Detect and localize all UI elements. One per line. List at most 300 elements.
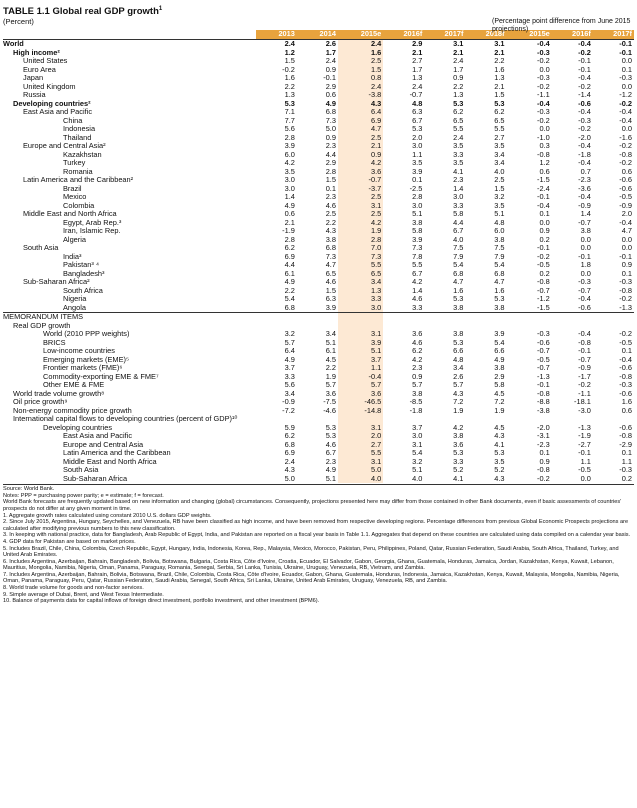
cell-value: 5.8	[494, 381, 505, 390]
cell-value: -0.3	[537, 74, 550, 83]
cell-value: 4.2	[412, 278, 423, 287]
cell-value: 6.9	[284, 449, 295, 458]
cell-value: -1.0	[537, 133, 550, 142]
cell-value: 3.9	[412, 235, 423, 244]
row-label: Sub-Saharan Africa²	[23, 278, 90, 287]
table-row	[3, 304, 634, 313]
cell-value: 3.6	[412, 330, 423, 339]
cell-value: 3.6	[338, 390, 383, 399]
cell-value: 4.1	[453, 167, 464, 176]
cell-value: 4.2	[284, 159, 295, 168]
cell-value: 3.4	[284, 389, 295, 398]
gdp-table-page	[3, 4, 634, 605]
cell-value: 4.4	[453, 218, 464, 227]
cell-value: 3.5	[453, 142, 464, 151]
cell-value: 7.2	[494, 398, 505, 407]
cell-value: -3.0	[578, 406, 591, 415]
cell-value: 1.5	[325, 286, 336, 295]
cell-value: -0.7	[537, 364, 550, 373]
cell-value: 4.9	[325, 99, 336, 108]
cell-value: 0.9	[539, 457, 550, 466]
cell-value: 0.0	[580, 235, 591, 244]
cell-value: 3.2	[412, 457, 423, 466]
note-line: 8. World trade volume for goods and non-factor services.	[3, 585, 144, 592]
cell-value: 6.2	[284, 432, 295, 441]
table-row	[3, 117, 634, 126]
cell-value: 6.8	[284, 440, 295, 449]
table-row	[3, 415, 634, 424]
cell-value: -0.4	[619, 108, 632, 117]
cell-value: 4.0	[453, 235, 464, 244]
cell-value: 3.8	[494, 235, 505, 244]
table-row	[3, 432, 634, 441]
cell-value: -3.6	[578, 184, 591, 193]
cell-value: 2.3	[325, 457, 336, 466]
table-row	[3, 74, 634, 83]
cell-value: -1.6	[619, 133, 632, 142]
cell-value: -0.1	[537, 244, 550, 253]
cell-value: 6.7	[325, 449, 336, 458]
row-label: Real GDP growth	[13, 321, 71, 330]
cell-value: -0.2	[619, 99, 632, 108]
cell-value: 0.1	[412, 176, 423, 185]
cell-value: 4.2	[338, 159, 383, 168]
cell-value: -0.4	[578, 74, 591, 83]
cell-value: 5.2	[453, 466, 464, 475]
cell-value: -0.5	[619, 193, 632, 202]
cell-value: 5.6	[284, 125, 295, 134]
cell-value: 5.1	[412, 210, 423, 219]
cell-value: 5.5	[338, 449, 383, 458]
cell-value: 3.6	[338, 168, 383, 177]
note-line: 3. In keeping with national practice, data for Bangladesh, Arab Republic of Egypt, India, and Pakistan are reported on a fiscal year basis in Table 1.1. Aggregates that depend on these countries are calculated using data compiled on a calendar year basis.	[3, 532, 631, 539]
cell-value: 3.3	[338, 295, 383, 304]
table-row	[3, 330, 634, 339]
cell-value: -0.5	[619, 338, 632, 347]
cell-value	[383, 415, 424, 424]
cell-value: 3.0	[284, 176, 295, 185]
cell-value: 2.4	[453, 57, 464, 66]
cell-value: 4.3	[325, 227, 336, 236]
cell-value: 0.6	[284, 210, 295, 219]
cell-value: 3.5	[453, 159, 464, 168]
cell-value: 2.3	[453, 176, 464, 185]
row-label: Algeria	[63, 235, 87, 244]
cell-value: 5.4	[412, 449, 423, 458]
cell-value: 1.7	[453, 65, 464, 74]
note-line: 4. GDP data for Pakistan are based on market prices.	[3, 538, 136, 545]
cell-value: -3.1	[537, 432, 550, 441]
cell-value: -1.8	[578, 150, 591, 159]
cell-value: -2.0	[537, 423, 550, 432]
cell-value: 4.3	[494, 432, 505, 441]
cell-value	[552, 322, 593, 331]
cell-value: 2.8	[325, 167, 336, 176]
cell-value: 0.0	[621, 125, 632, 134]
cell-value: 7.9	[453, 252, 464, 261]
note-line: Source: World Bank.	[3, 486, 55, 493]
cell-value: 0.7	[580, 167, 591, 176]
cell-value: -18.1	[574, 398, 591, 407]
table-row	[3, 125, 634, 134]
cell-value: 3.1	[338, 202, 383, 211]
cell-value: 0.1	[621, 269, 632, 278]
cell-value: 3.6	[325, 389, 336, 398]
table-row	[3, 407, 634, 416]
cell-value: -0.4	[578, 108, 591, 117]
cell-value: -0.8	[619, 150, 632, 159]
cell-value: 6.9	[284, 252, 295, 261]
cell-value: -1.3	[619, 303, 632, 312]
cell-value: -0.5	[578, 466, 591, 475]
cell-value: -0.4	[507, 40, 552, 49]
note-line: 10. Balance of payments data for capital inflows of foreign direct investment, portfolio investment, and other investment (BPM6).	[3, 598, 320, 605]
cell-value: 0.9	[325, 65, 336, 74]
cell-value: 0.1	[621, 449, 632, 458]
cell-value: 4.0	[494, 167, 505, 176]
cell-value: 2.9	[325, 159, 336, 168]
cell-value: 6.7	[453, 227, 464, 236]
cell-value: 2.1	[494, 82, 505, 91]
row-label: United Kingdom	[23, 82, 76, 91]
cell-value: 3.1	[338, 330, 383, 339]
cell-value	[552, 415, 593, 424]
cell-value: 7.7	[284, 116, 295, 125]
cell-value: -0.6	[619, 423, 632, 432]
cell-value: -0.4	[537, 99, 550, 108]
cell-value: 5.1	[338, 347, 383, 356]
cell-value: -1.8	[409, 406, 423, 415]
cell-value: 5.3	[325, 423, 336, 432]
cell-value: 3.9	[412, 167, 423, 176]
cell-value: 5.8	[412, 227, 423, 236]
row-label: World trade volume growth⁸	[13, 389, 105, 398]
cell-value: -2.3	[537, 440, 550, 449]
cell-value: 5.9	[284, 423, 295, 432]
cell-value: 6.8	[494, 269, 505, 278]
table-row	[3, 57, 634, 66]
row-label: High income²	[13, 48, 60, 57]
table-row	[3, 142, 634, 151]
cell-value: 5.5	[338, 261, 383, 270]
cell-value: 2.4	[325, 57, 336, 66]
cell-value: 4.5	[325, 355, 336, 364]
cell-value: 0.0	[621, 235, 632, 244]
row-label: Developing countries²	[13, 99, 91, 108]
cell-value: 1.5	[338, 66, 383, 75]
row-label: China	[63, 116, 83, 125]
table-row	[3, 202, 634, 211]
cell-value: 2.2	[284, 286, 295, 295]
row-label: Nigeria	[63, 295, 87, 304]
table-row	[3, 458, 634, 467]
table-row	[3, 347, 634, 356]
table-row	[3, 244, 634, 253]
cell-value: -0.7	[338, 176, 383, 185]
cell-value: 3.3	[453, 457, 464, 466]
cell-value: -0.2	[282, 65, 295, 74]
cell-value: 4.3	[494, 474, 505, 483]
cell-value: 6.8	[453, 269, 464, 278]
cell-value: 3.9	[284, 142, 295, 151]
cell-value: -1.7	[578, 372, 591, 381]
cell-value: -0.3	[578, 278, 591, 287]
cell-value: -0.4	[578, 193, 591, 202]
row-label: Pakistan³ ⁴	[63, 261, 100, 270]
table-row	[3, 49, 634, 58]
cell-value: 5.0	[338, 466, 383, 475]
cell-value: -0.8	[578, 338, 591, 347]
row-label: Japan	[23, 74, 44, 83]
table-row	[3, 236, 634, 245]
row-label: Bangladesh³	[63, 269, 105, 278]
table-row	[3, 295, 634, 304]
table-row	[3, 270, 634, 279]
table-row	[3, 356, 634, 365]
cell-value: 5.8	[453, 210, 464, 219]
cell-value: -0.4	[537, 201, 550, 210]
cell-value: -0.2	[578, 381, 591, 390]
cell-value: 1.2	[539, 159, 550, 168]
cell-value: 2.3	[325, 142, 336, 151]
cell-value: -0.3	[619, 466, 632, 475]
table-row	[3, 364, 634, 373]
cell-value: 7.9	[494, 252, 505, 261]
cell-value: -0.6	[619, 389, 632, 398]
cell-value: 5.7	[453, 381, 464, 390]
cell-value: -1.1	[578, 389, 591, 398]
cell-value: 5.7	[284, 338, 295, 347]
col-header: 2016f	[552, 30, 593, 40]
cell-value: 4.7	[338, 125, 383, 134]
row-label: East Asia and Pacific	[63, 432, 133, 441]
cell-value: 4.1	[453, 474, 464, 483]
cell-value: 2.2	[284, 82, 295, 91]
cell-value: -0.2	[619, 159, 632, 168]
cell-value: 7.0	[338, 244, 383, 253]
cell-value: -0.7	[537, 286, 550, 295]
cell-value: 4.5	[494, 423, 505, 432]
cell-value: 6.7	[412, 269, 423, 278]
cell-value: 6.2	[284, 244, 295, 253]
cell-value: 5.1	[494, 210, 505, 219]
row-label: Commodity-exporting EME & FME⁷	[43, 372, 159, 381]
table-row	[3, 475, 634, 484]
cell-value: -0.3	[619, 74, 632, 83]
cell-value: 6.8	[284, 303, 295, 312]
cell-value: 0.9	[412, 372, 423, 381]
row-label: Brazil	[63, 184, 82, 193]
cell-value: 6.2	[494, 108, 505, 117]
cell-value: 0.0	[539, 218, 550, 227]
cell-value: 2.5	[338, 57, 383, 66]
row-label: Iran, Islamic Rep.	[63, 227, 121, 236]
cell-value: -0.6	[619, 184, 632, 193]
cell-value: -0.7	[578, 218, 591, 227]
cell-value: -0.4	[619, 116, 632, 125]
cell-value: 2.6	[297, 40, 338, 49]
table-row	[3, 278, 634, 287]
cell-value: 4.7	[621, 227, 632, 236]
cell-value: 0.0	[621, 82, 632, 91]
cell-value: -0.2	[619, 330, 632, 339]
cell-value: 5.4	[494, 338, 505, 347]
cell-value: 4.8	[453, 355, 464, 364]
percentage-point-note: (Percentage point difference from June 2015 projections)	[492, 18, 631, 33]
cell-value: 1.5	[494, 184, 505, 193]
cell-value: 0.9	[539, 227, 550, 236]
cell-value: -0.4	[578, 142, 591, 151]
cell-value: 3.0	[412, 142, 423, 151]
cell-value: -3.8	[537, 406, 550, 415]
cell-value: 3.8	[453, 303, 464, 312]
cell-value: 1.9	[338, 227, 383, 236]
cell-value: -0.1	[537, 193, 550, 202]
cell-value: 1.6	[284, 74, 295, 83]
cell-value: 0.0	[539, 65, 550, 74]
cell-value: -0.8	[537, 150, 550, 159]
cell-value: -0.1	[578, 65, 591, 74]
cell-value: 7.1	[284, 108, 295, 117]
cell-value	[424, 322, 465, 331]
cell-value: 6.4	[338, 108, 383, 117]
table-row	[3, 176, 634, 185]
cell-value: 6.0	[494, 227, 505, 236]
cell-value: 3.7	[284, 364, 295, 373]
cell-value: -0.9	[282, 398, 295, 407]
col-header: 2016f	[383, 30, 424, 40]
note-line: 6. Includes Argentina, Azerbaijan, Bahrain, Bangladesh, Bolivia, Botswana, Bulgaria, Costa Rica, Côte d'Ivoire, Croatia, Ecuador, El Salvador, Gabon, Georgia, Ghana, Guatemala, Honduras, Jamaica, Jordan, Kazakhstan, Kenya, Kuwait, Lebanon, Mauritius, Mongolia, Namibia, Nigeria, Oman, Panama, Paraguay, Romania, Senegal, Serbia, Sri Lanka, Tunisia, Ukraine, Uruguay, Venezuela, RB, Vietnam, and Zambia.	[3, 558, 614, 572]
cell-value: 6.7	[412, 116, 423, 125]
cell-value: 2.8	[284, 235, 295, 244]
row-label: India³	[63, 252, 82, 261]
cell-value: -3.8	[338, 91, 383, 100]
cell-value: -1.3	[578, 423, 591, 432]
cell-value: -46.5	[338, 398, 383, 407]
cell-value: 4.8	[412, 99, 423, 108]
cell-value: 5.3	[494, 99, 505, 108]
cell-value: 5.5	[494, 125, 505, 134]
cell-value: 3.8	[494, 303, 505, 312]
cell-value: 5.3	[453, 295, 464, 304]
cell-value: -0.4	[578, 295, 591, 304]
cell-value: 0.6	[621, 406, 632, 415]
cell-value: 3.1	[412, 440, 423, 449]
cell-value: 0.1	[621, 347, 632, 356]
cell-value: 4.2	[453, 423, 464, 432]
cell-value	[507, 322, 552, 331]
cell-value: -0.1	[578, 57, 591, 66]
cell-value: 3.5	[494, 457, 505, 466]
cell-value	[465, 415, 506, 424]
col-header: 2017f	[593, 30, 634, 40]
cell-value: -0.6	[619, 176, 632, 185]
cell-value: 3.1	[424, 40, 465, 49]
cell-value: -0.2	[619, 142, 632, 151]
cell-value: 3.9	[325, 303, 336, 312]
note-line: World Bank forecasts are frequently updated based on new information and changing (global) circumstances. Consequently, projections presented here may differ from those contained in other Bank documents, even if basic assessments of countries' prospects do not differ at any given moment in time.	[3, 499, 622, 512]
cell-value: 1.6	[338, 49, 383, 58]
cell-value: 3.0	[412, 201, 423, 210]
cell-value: -2.4	[537, 184, 550, 193]
cell-value	[256, 415, 297, 424]
cell-value: 4.0	[412, 474, 423, 483]
cell-value: -0.8	[619, 432, 632, 441]
cell-value	[297, 415, 338, 424]
cell-value: -0.1	[578, 252, 591, 261]
cell-value: 5.1	[325, 338, 336, 347]
row-label: Egypt, Arab Rep.³	[63, 218, 122, 227]
table-row	[3, 373, 634, 382]
cell-value: 2.2	[453, 82, 464, 91]
cell-value: -0.1	[537, 381, 550, 390]
cell-value: 5.3	[453, 99, 464, 108]
table-row	[3, 134, 634, 143]
cell-value: 5.3	[494, 295, 505, 304]
cell-value: 2.4	[338, 40, 383, 49]
cell-value: 4.5	[494, 389, 505, 398]
row-label: South Asia	[23, 244, 59, 253]
cell-value: -0.5	[537, 261, 550, 270]
cell-value: 5.6	[284, 381, 295, 390]
cell-value: 2.5	[338, 193, 383, 202]
cell-value: 4.9	[284, 278, 295, 287]
cell-value: 5.3	[412, 125, 423, 134]
cell-value: 0.0	[580, 244, 591, 253]
row-label: Thailand	[63, 133, 92, 142]
table-notes	[3, 484, 634, 605]
cell-value: 2.7	[412, 57, 423, 66]
cell-value: 1.9	[494, 406, 505, 415]
col-header: 2015e	[338, 30, 383, 40]
cell-value: -0.2	[537, 474, 550, 483]
cell-value: 5.3	[284, 99, 295, 108]
cell-value: 3.8	[494, 364, 505, 373]
cell-value	[383, 322, 424, 331]
cell-value: -0.3	[578, 116, 591, 125]
cell-value: 0.6	[621, 167, 632, 176]
note-line: 9. Simple average of Dubai, Brent, and West Texas Intermediate.	[3, 591, 164, 598]
cell-value: 2.1	[494, 48, 505, 57]
cell-value: 2.5	[338, 134, 383, 143]
cell-value	[338, 415, 383, 424]
cell-value: 3.1	[338, 458, 383, 467]
cell-value: 2.1	[453, 48, 464, 57]
cell-value: 1.4	[284, 193, 295, 202]
cell-value: -0.8	[537, 389, 550, 398]
cell-value: 2.1	[338, 142, 383, 151]
cell-value: -0.6	[578, 99, 591, 108]
row-label: Non-energy commodity price growth	[13, 406, 132, 415]
row-label: BRICS	[43, 338, 66, 347]
cell-value: -2.9	[619, 440, 632, 449]
cell-value: 5.0	[284, 474, 295, 483]
cell-value: -0.6	[578, 303, 591, 312]
cell-value: 6.5	[453, 116, 464, 125]
cell-value: 0.2	[539, 235, 550, 244]
cell-value: 4.4	[284, 261, 295, 270]
cell-value	[507, 415, 552, 424]
cell-value: -0.4	[619, 355, 632, 364]
cell-value: 2.8	[284, 133, 295, 142]
cell-value: 0.6	[325, 91, 336, 100]
cell-value: -0.4	[619, 218, 632, 227]
cell-value: 5.3	[453, 338, 464, 347]
cell-value: 3.7	[412, 423, 423, 432]
table-row	[3, 83, 634, 92]
cell-value: 0.9	[325, 133, 336, 142]
cell-value: 1.4	[453, 184, 464, 193]
